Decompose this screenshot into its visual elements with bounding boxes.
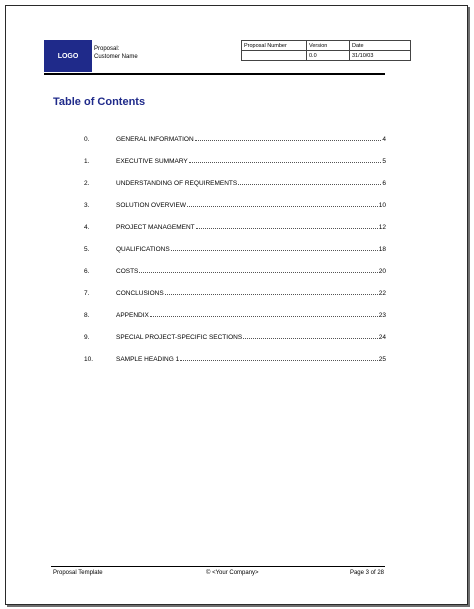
toc-entry[interactable]: [84, 332, 386, 342]
toc-dot-leader: [180, 354, 378, 361]
toc-entry[interactable]: [84, 266, 386, 276]
toc-entry-number: 6.: [84, 268, 90, 275]
toc-entry-page: 25: [378, 356, 386, 363]
toc-entry-label: SAMPLE HEADING 1: [116, 356, 180, 363]
toc-entry-label: EXECUTIVE SUMMARY: [116, 158, 188, 165]
toc-entry-number: 1.: [84, 158, 90, 165]
toc-dot-leader: [150, 310, 378, 317]
toc-dot-leader: [238, 178, 381, 185]
toc-entry-number: 2.: [84, 180, 90, 187]
toc-entry[interactable]: [84, 178, 386, 188]
version-header: Version: [307, 41, 350, 51]
toc-dot-leader: [171, 244, 378, 251]
toc-title: Table of Contents: [53, 96, 146, 108]
toc-entry-label: GENERAL INFORMATION: [116, 136, 194, 143]
toc-entry[interactable]: [84, 310, 386, 320]
toc-entry-label: SOLUTION OVERVIEW: [116, 202, 186, 209]
toc-entry-number: 3.: [84, 202, 90, 209]
toc-entry-page: 23: [378, 312, 386, 319]
toc-entry-page: 18: [378, 246, 386, 253]
footer-copyright: © <Your Company>: [206, 570, 259, 576]
toc-dot-leader: [243, 332, 378, 339]
toc-entry-number: 0.: [84, 136, 90, 143]
toc-entry-label: QUALIFICATIONS: [116, 246, 170, 253]
toc-dot-leader: [195, 134, 382, 141]
customer-name: Customer Name: [94, 54, 138, 60]
toc-entry-page: 12: [378, 224, 386, 231]
toc-dot-leader: [165, 288, 378, 295]
toc-dot-leader: [189, 156, 382, 163]
toc-entry-label: CONCLUSIONS: [116, 290, 164, 297]
toc-entry-number: 4.: [84, 224, 90, 231]
company-logo: [44, 40, 92, 72]
toc-dot-leader: [187, 200, 378, 207]
logo-text: LOGO: [57, 52, 79, 60]
footer-page-number: Page 3 of 28: [349, 570, 384, 576]
toc-entry-number: 5.: [84, 246, 90, 253]
toc-entry-label: COSTS: [116, 268, 139, 275]
toc-entry-number: 8.: [84, 312, 90, 319]
toc-entry[interactable]: [84, 244, 386, 254]
toc-entry-label: SPECIAL PROJECT-SPECIFIC SECTIONS: [116, 334, 243, 341]
header-divider: [44, 73, 385, 75]
footer-divider: [51, 566, 385, 567]
toc-entry[interactable]: [84, 156, 386, 166]
toc-entry[interactable]: [84, 200, 386, 210]
toc-entry-page: 4: [382, 136, 386, 143]
toc-entry[interactable]: [84, 354, 386, 364]
footer-left-text: Proposal Template: [53, 570, 103, 576]
toc-entry-number: 7.: [84, 290, 90, 297]
toc-entry[interactable]: [84, 288, 386, 298]
toc-entry-page: 24: [378, 334, 386, 341]
date-header: Date: [350, 41, 411, 51]
proposal-number-value: [242, 51, 307, 61]
document-page: [5, 5, 468, 605]
toc-entry-number: 10.: [84, 356, 94, 363]
version-value: 0.0: [307, 51, 350, 61]
proposal-label: Proposal:: [94, 46, 120, 52]
proposal-info-table: [241, 40, 411, 61]
proposal-header-text: [94, 45, 138, 61]
toc-entry-page: 22: [378, 290, 386, 297]
date-value: 31/10/03: [350, 51, 411, 61]
toc-entry-label: UNDERSTANDING OF REQUIREMENTS: [116, 180, 238, 187]
toc-entry-page: 10: [378, 202, 386, 209]
toc-dot-leader: [196, 222, 378, 229]
toc-entry[interactable]: [84, 134, 386, 144]
toc-entry-page: 20: [378, 268, 386, 275]
toc-entry-label: PROJECT MANAGEMENT: [116, 224, 195, 231]
toc-dot-leader: [139, 266, 377, 273]
toc-entry-number: 9.: [84, 334, 90, 341]
toc-entry[interactable]: [84, 222, 386, 232]
toc-entry-page: 6: [382, 180, 386, 187]
proposal-number-header: Proposal Number: [242, 41, 307, 51]
toc-entry-page: 5: [382, 158, 386, 165]
toc-entry-label: APPENDIX: [116, 312, 149, 319]
